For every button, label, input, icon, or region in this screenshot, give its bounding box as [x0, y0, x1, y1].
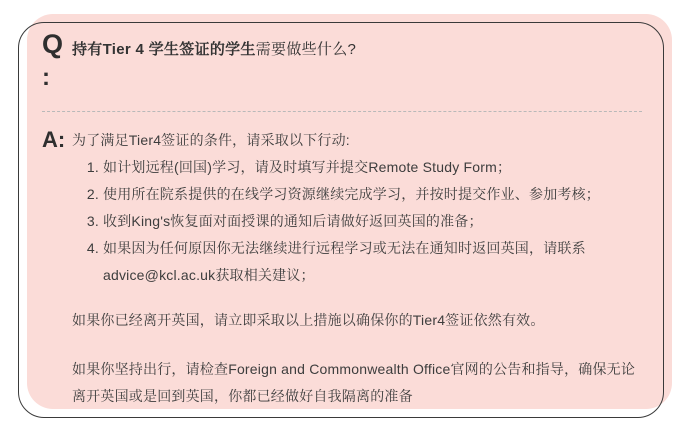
question-answer-divider — [42, 111, 642, 112]
a-label: A: — [42, 127, 66, 152]
question-text-bold: 持有Tier 4 学生签证的学生 — [72, 41, 256, 58]
q-colon: : — [42, 64, 50, 91]
answer-paragraph-1: 如果你已经离开英国，请立即采取以上措施以确保你的Tier4签证依然有效。 — [72, 312, 545, 328]
answer-paragraph-2: 如果你坚持出行，请检查Foreign and Commonwealth Office官网的公告和指导，确保无论离开英国或是回到英国，你都已经做好自我隔离的准备 — [72, 361, 636, 404]
question-label — [42, 29, 72, 91]
answer-step: 1. 如计划远程(回国)学习，请及时填写并提交Remote Study Form； — [103, 154, 642, 181]
question-text-rest: 需要做些什么? — [255, 41, 357, 58]
qa-card — [42, 30, 642, 410]
answer-step: 4. 如果因为任何原因你无法继续进行远程学习或无法在通知时返回英国，请联系advice@kcl.ac.uk获取相关建议； — [103, 235, 642, 289]
question-text — [72, 30, 356, 88]
answer-step: 3. 收到King's恢复面对面授课的通知后请做好返回英国的准备； — [103, 208, 642, 235]
answer-intro: 为了满足Tier4签证的条件，请采取以下行动: — [72, 132, 350, 148]
question-row — [42, 29, 642, 91]
q-letter: Q — [42, 29, 64, 59]
answer-body — [72, 127, 642, 410]
answer-row — [42, 127, 642, 410]
answer-step: 2. 使用所在院系提供的在线学习资源继续完成学习，并按时提交作业、参加考核； — [103, 181, 642, 208]
answer-steps-list — [72, 154, 642, 289]
